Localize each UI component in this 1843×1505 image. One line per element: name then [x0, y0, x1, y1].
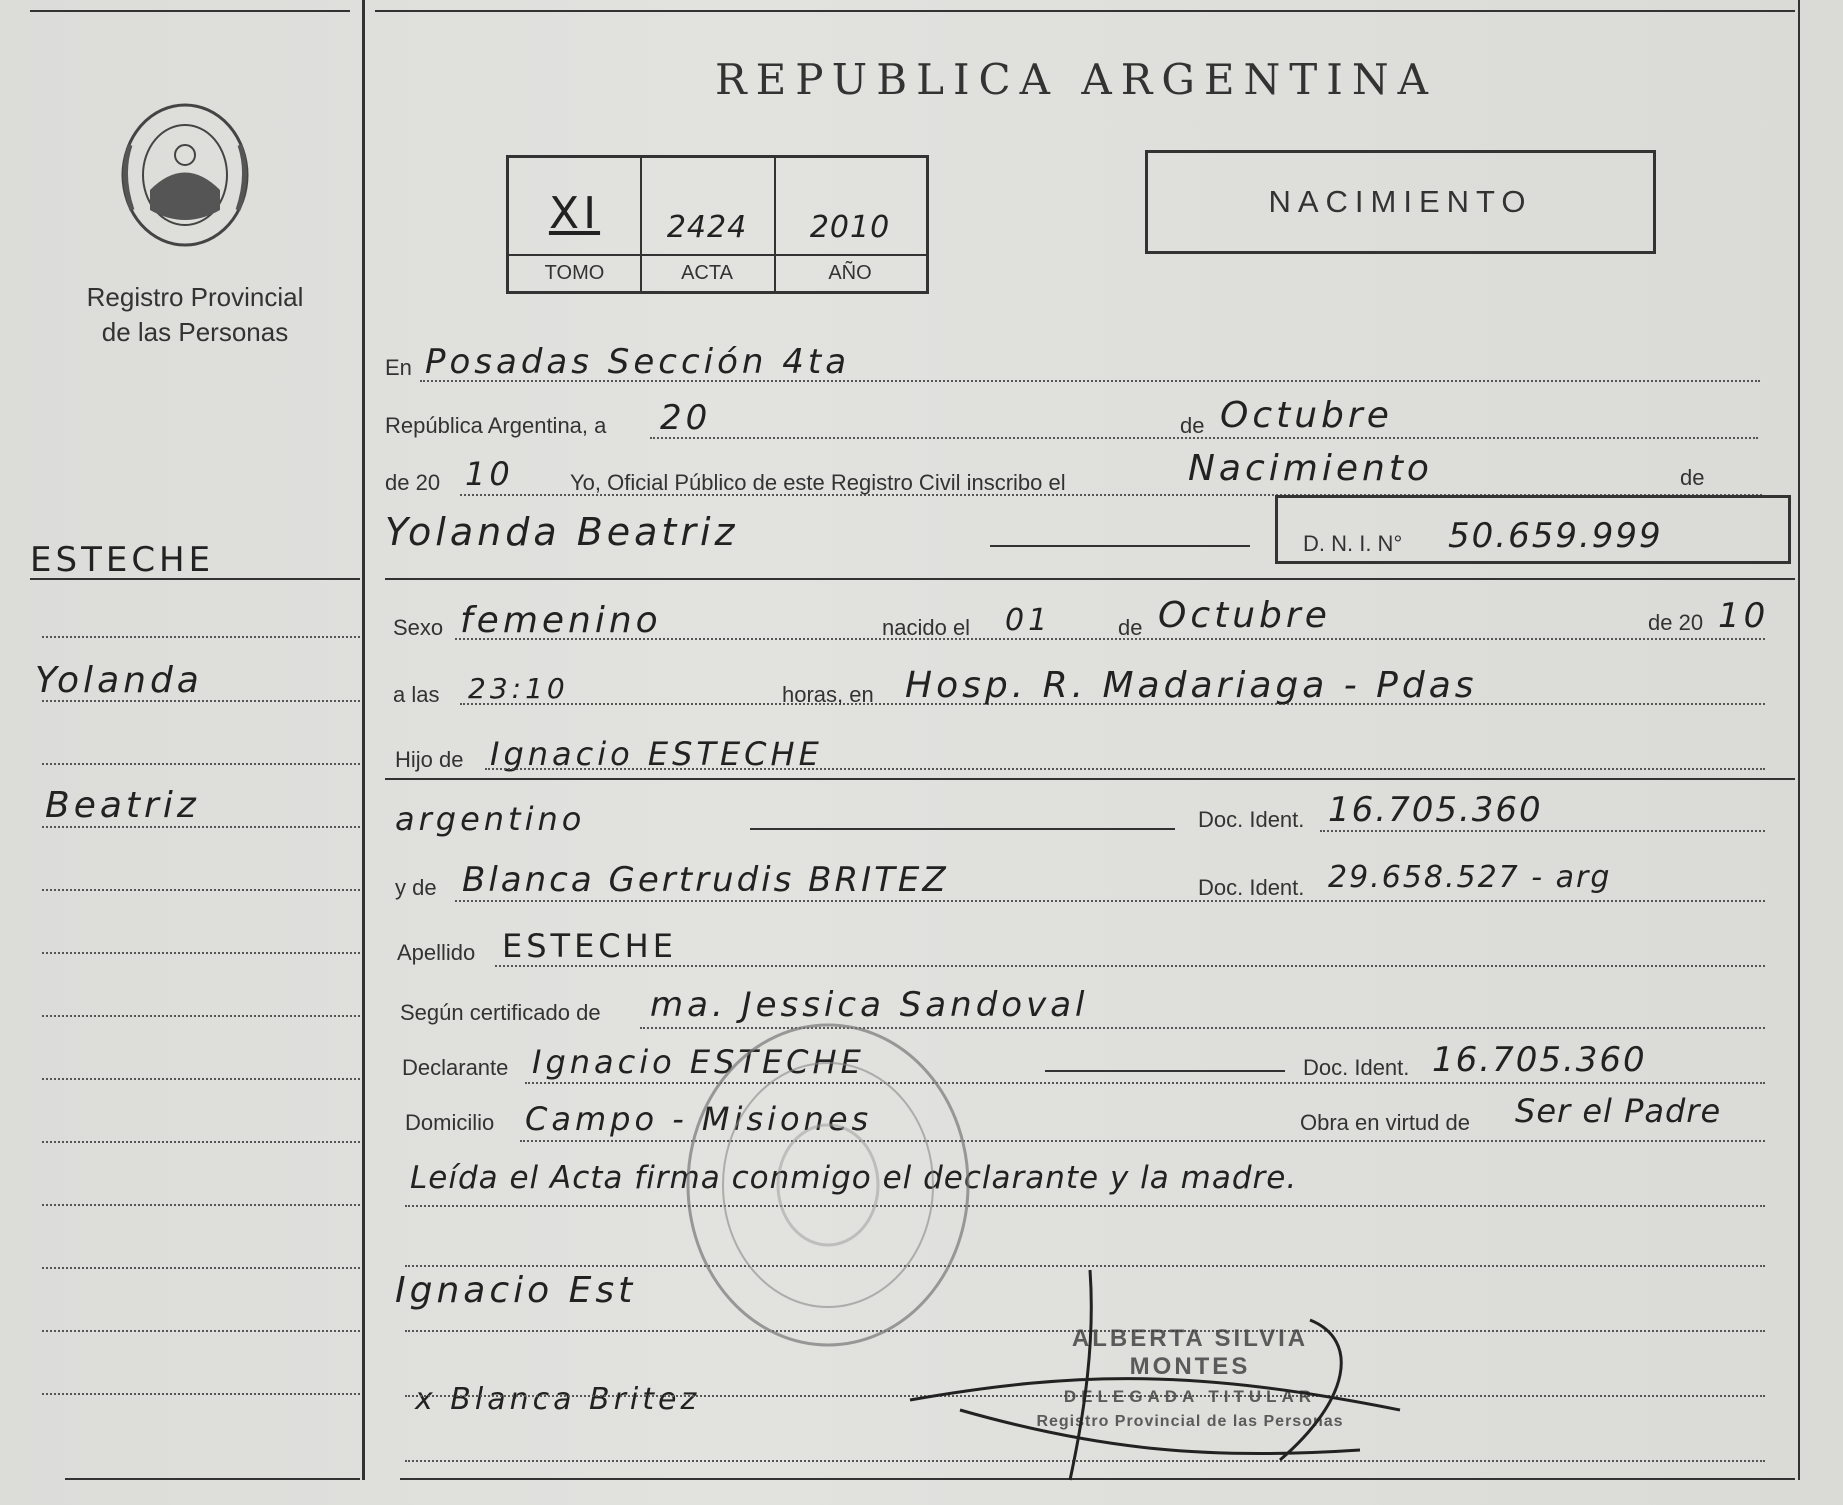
label-dni: D. N. I. N° [1303, 531, 1403, 556]
value-certificate: ma. Jessica Sandoval [650, 985, 1089, 1025]
label-de: de [1180, 413, 1205, 438]
label-declarante: Declarante [402, 1055, 509, 1080]
label-republica: República Argentina, a [385, 413, 607, 438]
anio-label: AÑO [828, 262, 872, 284]
registry-line2: de las Personas [101, 317, 289, 347]
value-apellido: ESTECHE [502, 927, 677, 965]
top-rule-right [375, 10, 1795, 12]
value-place-registry: Posadas Sección 4ta [425, 342, 851, 382]
tomo-value: XI [548, 188, 601, 239]
record-type: NACIMIENTO [1145, 150, 1656, 254]
margin-name2: Beatriz [45, 785, 200, 826]
label-year-prefix: de 20 [385, 470, 441, 495]
label-apellido: Apellido [397, 940, 476, 965]
stamp-office: Registro Provincial de las Personas [1036, 1413, 1344, 1430]
value-birth-day: 01 [1005, 603, 1052, 638]
value-day: 20 [660, 398, 712, 438]
registry-line1: Registro Provincial [86, 282, 304, 312]
stamp-name: ALBERTA SILVIA MONTES [1071, 1325, 1309, 1380]
value-person: Yolanda Beatriz [385, 510, 739, 554]
value-mother: Blanca Gertrudis BRITEZ [462, 860, 949, 900]
official-signature-icon [880, 1260, 1440, 1490]
country-title: REPUBLICA ARGENTINA [715, 55, 1437, 104]
margin-name1: Yolanda [35, 660, 203, 701]
top-rule-left [30, 10, 350, 12]
label-domicilio: Domicilio [405, 1110, 495, 1135]
value-time: 23:10 [468, 672, 569, 705]
provincial-seal-icon [110, 95, 260, 255]
registry-name [40, 280, 350, 350]
label-de20: de 20 [1648, 610, 1704, 635]
value-birth-month: Octubre [1158, 595, 1331, 636]
label-doc3: Doc. Ident. [1303, 1055, 1410, 1080]
value-father: Ignacio ESTECHE [490, 735, 823, 773]
value-birth-place: Hosp. R. Madariaga - Pdas [905, 665, 1478, 706]
value-declarante: Ignacio ESTECHE [532, 1043, 865, 1081]
anio-value: 2010 [809, 210, 891, 245]
signature-declarante: Ignacio Est [395, 1270, 637, 1311]
label-obra: Obra en virtud de [1300, 1110, 1470, 1135]
value-obra: Ser el Padre [1515, 1092, 1722, 1130]
value-year: 10 [465, 455, 514, 493]
label-doc1: Doc. Ident. [1198, 807, 1305, 832]
label-de2: de [1680, 465, 1705, 490]
tomo-label: TOMO [544, 262, 605, 284]
label-de3: de [1118, 615, 1143, 640]
label-horas: horas, en [782, 682, 874, 707]
value-declarante-doc: 16.705.360 [1432, 1040, 1647, 1080]
value-father-doc: 16.705.360 [1328, 790, 1543, 830]
value-closing: Leída el Acta firma conmigo el declarante y la madre. [410, 1160, 1298, 1196]
acta-label: ACTA [681, 262, 733, 284]
label-nacido: nacido el [882, 615, 971, 640]
value-domicilio: Campo - Misiones [525, 1100, 873, 1138]
value-birth-year: 10 [1718, 596, 1770, 636]
stamp-title: DELEGADA TITULAR [1063, 1387, 1317, 1406]
record-table [506, 155, 929, 294]
label-alas: a las [393, 682, 440, 707]
value-father-nationality: argentino [395, 800, 586, 838]
label-en: En [385, 355, 412, 380]
value-event: Nacimiento [1188, 448, 1433, 489]
signature-mother: x Blanca Britez [415, 1382, 701, 1417]
margin-divider [362, 0, 365, 1480]
label-segun: Según certificado de [400, 1000, 601, 1025]
label-sexo: Sexo [393, 615, 444, 640]
acta-value: 2424 [666, 210, 748, 245]
value-sexo: femenino [460, 600, 662, 641]
label-doc2: Doc. Ident. [1198, 875, 1305, 900]
value-mother-doc: 29.658.527 - arg [1328, 860, 1612, 895]
dni-box [1275, 495, 1791, 564]
value-month: Octubre [1220, 395, 1393, 436]
margin-surname: ESTECHE [30, 540, 215, 580]
value-dni: 50.659.999 [1448, 516, 1663, 556]
right-border [1798, 0, 1800, 1480]
label-hijo: Hijo de [395, 747, 464, 772]
label-yde: y de [395, 875, 437, 900]
label-yo: Yo, Oficial Público de este Registro Civil inscribo el [570, 470, 1066, 495]
